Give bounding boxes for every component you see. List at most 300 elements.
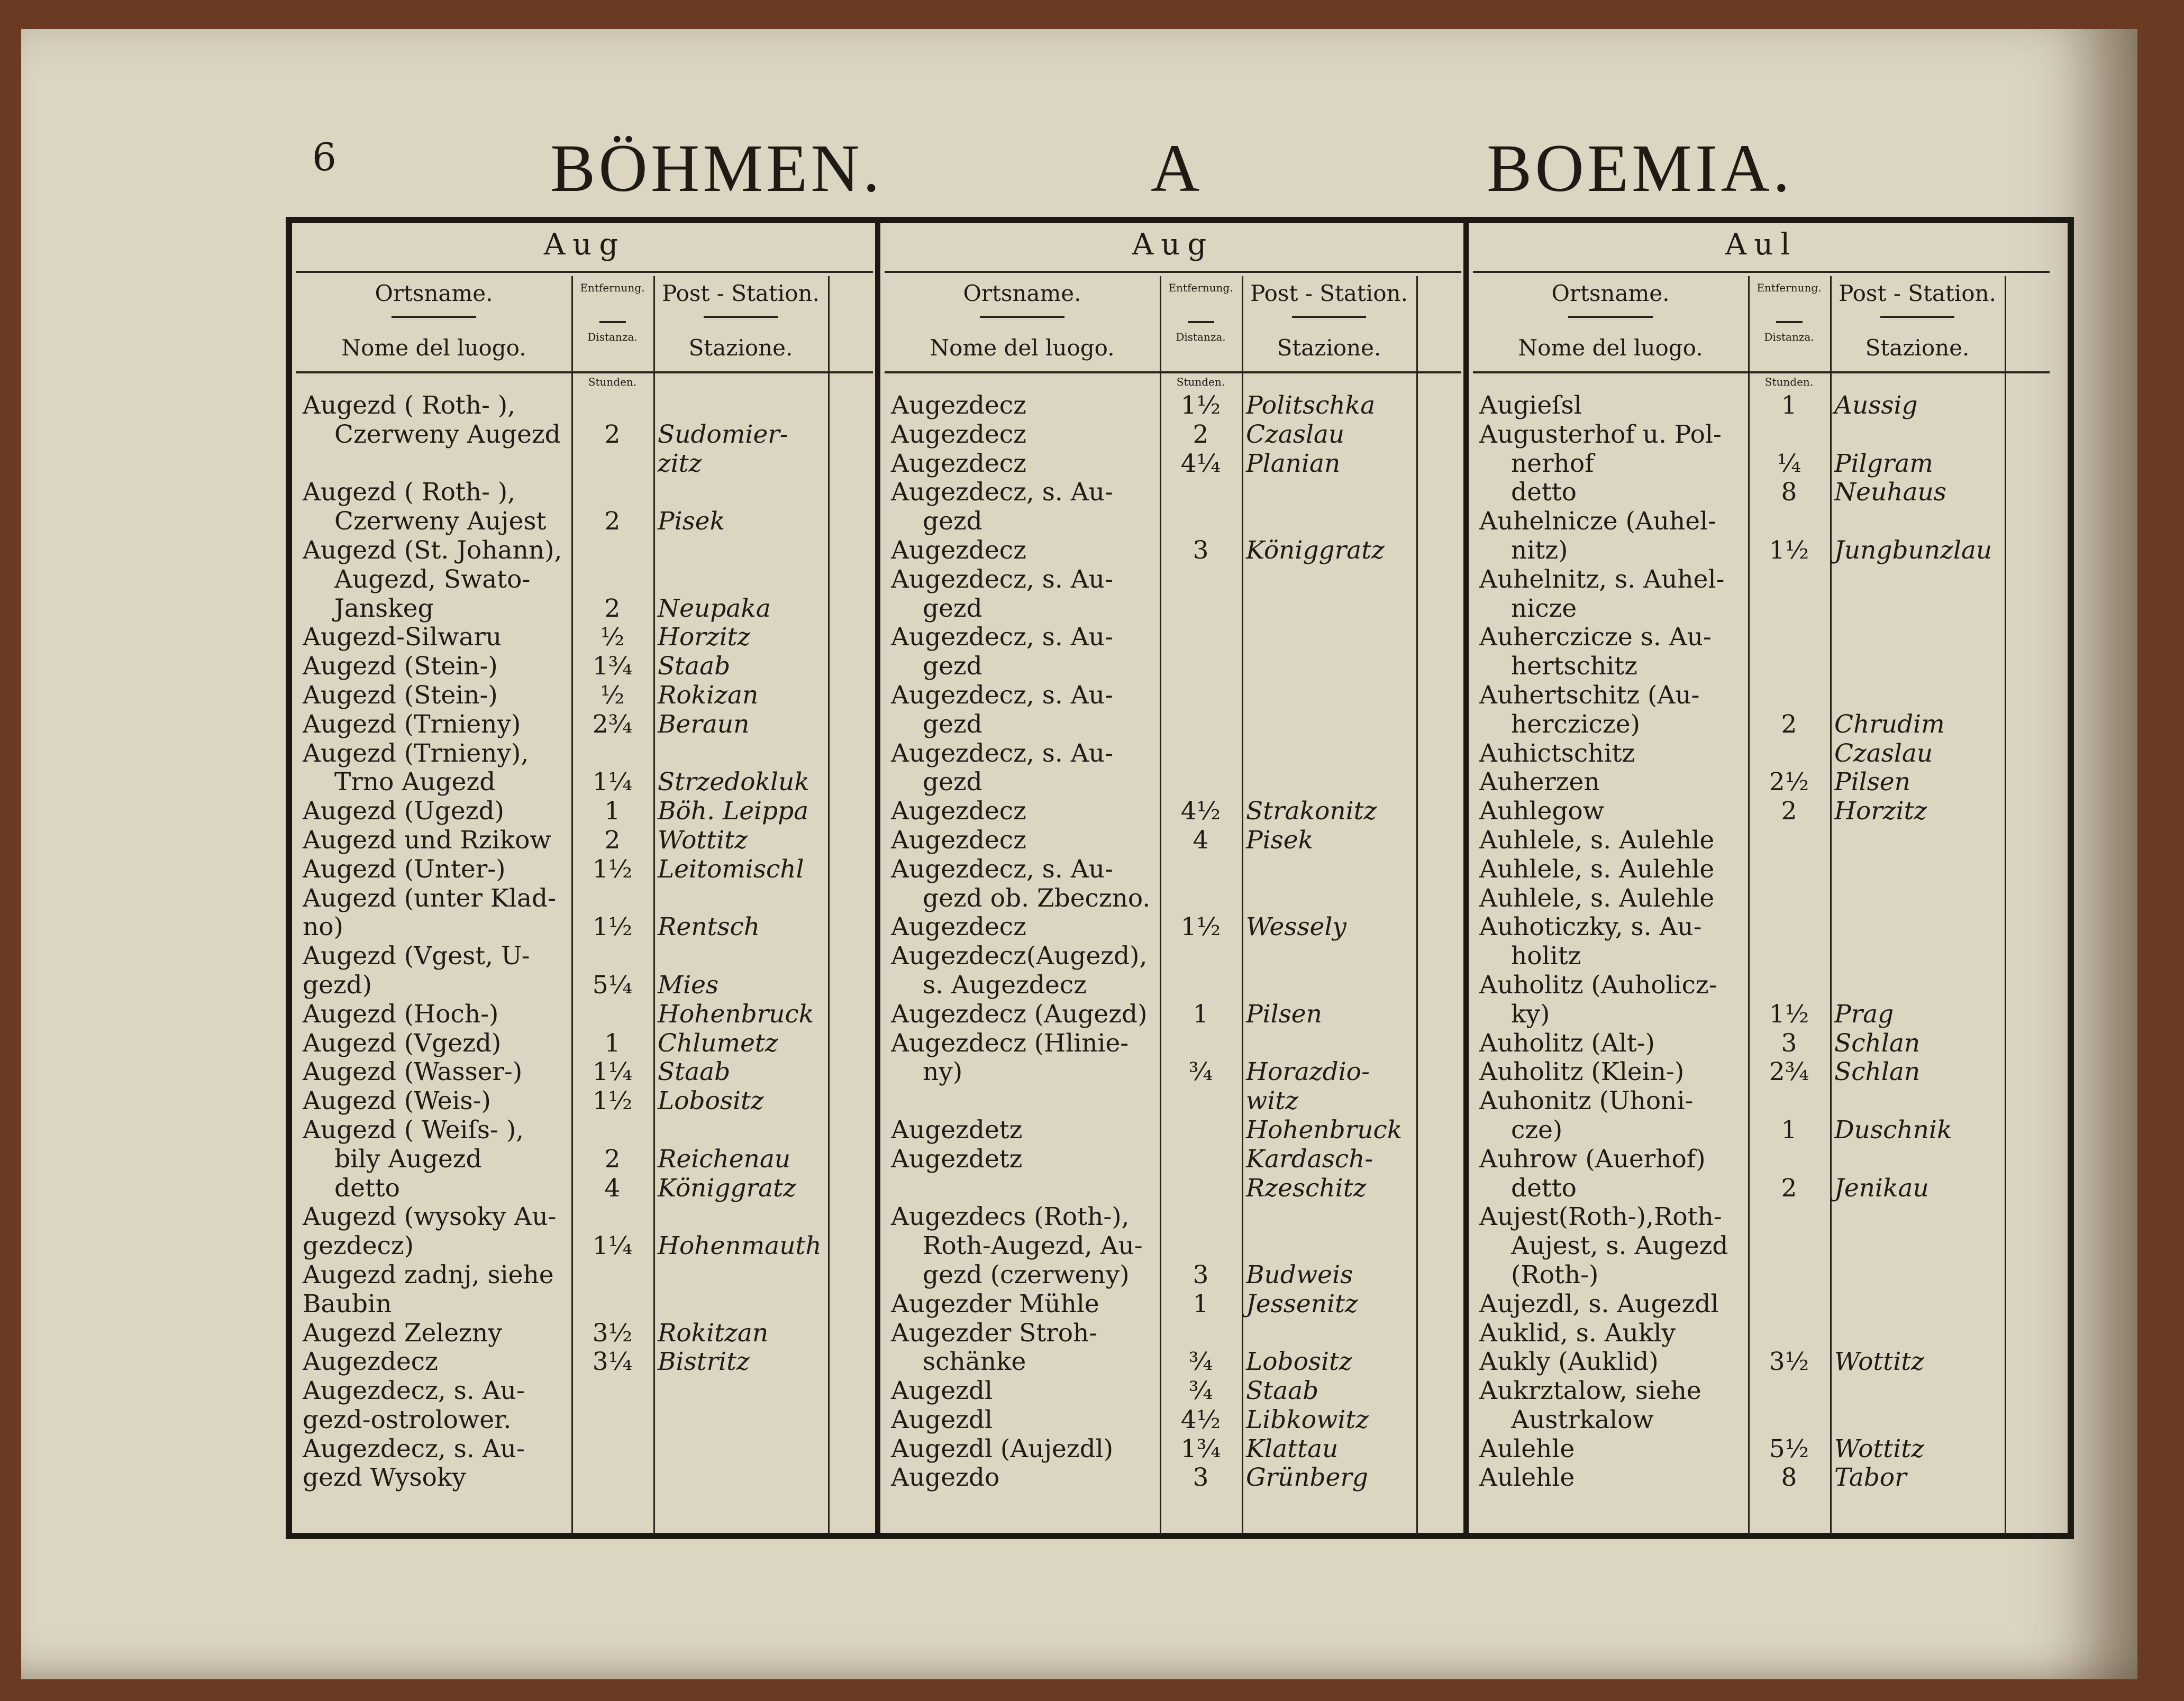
distance: 1¾ (1180, 1434, 1221, 1464)
table-row (1473, 1029, 2050, 1058)
place-name: Aukly (Auklid) (1479, 1347, 1659, 1377)
post-station: Chlumetz (658, 1028, 778, 1058)
place-name: Auhictschitz (1479, 738, 1635, 768)
header-top-rule (885, 271, 1461, 273)
table-row (1473, 478, 2050, 507)
table-row (1473, 507, 2050, 536)
place-name: Augezdl (891, 1376, 993, 1406)
table-row (885, 1290, 1461, 1319)
table-row (885, 971, 1461, 1000)
distance: 1½ (1769, 535, 1809, 565)
table-row (296, 507, 873, 536)
header-dist-de: Entfernung. (1168, 281, 1233, 294)
distance: 1 (1193, 1289, 1209, 1319)
place-name: Auhoticzky, s. Au- (1479, 912, 1702, 942)
table-row (296, 1000, 873, 1029)
distance: 1 (1193, 999, 1209, 1029)
table-row (1473, 1290, 2050, 1319)
post-station: Lobositz (1246, 1347, 1352, 1377)
post-station: Königgratz (658, 1173, 796, 1203)
place-name: Augezdecz, s. Au- (303, 1376, 525, 1406)
table-column (1473, 223, 2050, 1533)
table-row (296, 1435, 873, 1464)
table-row (885, 507, 1461, 536)
header-name-de: Ortsname. (1551, 280, 1670, 306)
post-station: Jenikau (1834, 1173, 1929, 1203)
table-row (885, 450, 1461, 479)
table-row (885, 768, 1461, 797)
table-row (296, 623, 873, 652)
table-row (1473, 971, 2050, 1000)
post-station: Pilsen (1834, 767, 1910, 797)
table-row (885, 942, 1461, 971)
post-station: Wessely (1246, 912, 1346, 942)
distance: 3 (1193, 1260, 1209, 1290)
table-row (296, 855, 873, 884)
place-name: Augezd (Vgezd) (303, 1028, 502, 1058)
distance: ½ (600, 680, 625, 710)
table-row (296, 826, 873, 855)
table-row (885, 913, 1461, 942)
post-station: Staab (1246, 1376, 1319, 1406)
distance: 4¼ (1180, 449, 1221, 478)
table-row (885, 1145, 1461, 1174)
header-divider-rule (1292, 316, 1366, 318)
distance: 1 (604, 1028, 621, 1058)
place-name: Augezdecz (891, 912, 1026, 942)
distance: 2 (1781, 709, 1797, 739)
place-name: Augezd (Trnieny) (303, 709, 521, 739)
table-row (296, 1058, 873, 1087)
distance: 2 (604, 593, 621, 623)
table-row (296, 1174, 873, 1203)
place-name: Augezdetz (891, 1115, 1023, 1145)
table-row (296, 768, 873, 797)
place-name: Auhertschitz (Au- (1479, 680, 1700, 710)
table-row (296, 710, 873, 739)
place-name: nerhof (1511, 449, 1594, 478)
place-name: Auherczicze s. Au- (1479, 623, 1712, 652)
place-name: Auklid, s. Aukly (1479, 1318, 1676, 1348)
place-name: Augezd (Unter-) (303, 854, 506, 884)
place-name: Aukrztalow, siehe (1479, 1376, 1701, 1406)
place-name: Auhelnitz, s. Auhel- (1479, 564, 1725, 594)
distance: 1½ (1180, 391, 1221, 420)
place-name: gezd (czerweny) (923, 1260, 1130, 1290)
header-name-de: Ortsname. (375, 280, 493, 306)
distance: 8 (1781, 1463, 1797, 1493)
distance: 3 (1193, 1463, 1209, 1493)
table-row (1473, 942, 2050, 971)
place-name: ny) (923, 1057, 963, 1087)
place-name: Augieſsl (1479, 391, 1582, 420)
place-name: (Roth-) (1511, 1260, 1599, 1290)
table-row (296, 884, 873, 913)
header-name-it: Nome del luogo. (930, 335, 1115, 361)
post-station: Lobositz (658, 1086, 764, 1116)
post-station: Sudomier- (658, 419, 788, 449)
place-name: Augezdetz (891, 1144, 1023, 1174)
place-name: Augezd ( Roth- ), (303, 391, 516, 420)
distance: 4 (1193, 825, 1209, 855)
place-name: Augezd (Stein-) (303, 652, 498, 681)
table-row (885, 826, 1461, 855)
table-row (296, 1406, 873, 1435)
table-row (885, 1087, 1461, 1116)
place-name: Auhrow (Auerhof) (1479, 1144, 1706, 1174)
distance: 5¼ (592, 970, 633, 1000)
table-row (296, 450, 873, 479)
place-name: Augezd (Ugezd) (303, 797, 504, 826)
place-name: Augezd, Swato- (334, 564, 531, 594)
place-name: Auhelnicze (Auhel- (1479, 507, 1717, 536)
distance: 1 (1781, 1115, 1797, 1145)
place-name: gezd (923, 709, 982, 739)
distance: 3¼ (592, 1347, 633, 1377)
distance: 2 (604, 507, 621, 536)
table-row (885, 391, 1461, 420)
distance: ¾ (1188, 1376, 1213, 1406)
distance: 2 (1781, 1173, 1797, 1203)
distance: 1¾ (592, 652, 633, 681)
entry-list (296, 391, 873, 1493)
table-row (1473, 1406, 2050, 1435)
table-row (1473, 855, 2050, 884)
place-name: Auhlegow (1479, 797, 1604, 826)
distance: 4 (604, 1173, 621, 1203)
header-post-it: Stazione. (1277, 335, 1381, 361)
place-name: Augezd (wysoky Au- (303, 1202, 557, 1232)
title-german: BÖHMEN. (550, 131, 883, 206)
place-name: Augezdecz (891, 391, 1026, 420)
place-name: Augezder Stroh- (891, 1318, 1098, 1348)
table-row (1473, 826, 2050, 855)
place-name: Augezdecz (303, 1347, 438, 1377)
post-station: Rentsch (658, 912, 760, 942)
distance: 4½ (1180, 1405, 1221, 1434)
post-station: Planian (1246, 449, 1341, 478)
table-row (296, 1203, 873, 1232)
place-name: schänke (923, 1347, 1026, 1377)
header-divider-rule (1568, 316, 1653, 318)
header-name-it: Nome del luogo. (341, 335, 526, 361)
post-station: Rokitzan (658, 1318, 769, 1348)
post-station: Rokizan (658, 680, 759, 710)
distance: ½ (600, 623, 625, 652)
table-row (885, 797, 1461, 826)
table-row (1473, 1261, 2050, 1290)
post-station: Pisek (1246, 825, 1314, 855)
title-italian: BOEMIA. (1487, 131, 1793, 206)
place-name: ky) (1511, 999, 1550, 1029)
table-row (296, 913, 873, 942)
table-row (296, 1290, 873, 1319)
distance: 3 (1193, 535, 1209, 565)
table-row (885, 1029, 1461, 1058)
place-name: Auholitz (Klein-) (1479, 1057, 1685, 1087)
post-station: Libkowitz (1246, 1405, 1369, 1434)
post-station: Prag (1834, 999, 1894, 1029)
distance: 2 (604, 419, 621, 449)
place-name: Auhlele, s. Aulehle (1479, 854, 1715, 884)
distance: 3½ (1769, 1347, 1809, 1377)
header-divider-rule (1776, 321, 1803, 323)
post-station: Schlan (1834, 1057, 1921, 1087)
place-name: Augezd Zelezny (303, 1318, 502, 1348)
distance: 2 (604, 1144, 621, 1174)
header-post-it: Stazione. (688, 335, 793, 361)
place-name: Augezd (Hoch-) (303, 999, 499, 1029)
header-dist-it: Distanza. (1176, 331, 1226, 343)
post-station: Kardasch- (1246, 1144, 1373, 1174)
post-station: Czaslau (1246, 419, 1345, 449)
column-letters: Aug (543, 227, 626, 262)
table-row (1473, 1435, 2050, 1464)
header-divider-rule (392, 316, 476, 318)
place-name: herczicze) (1511, 709, 1640, 739)
place-name: Augezd (St. Johann), (303, 535, 562, 565)
place-name: Augezdo (891, 1463, 1000, 1493)
place-name: gezd (923, 507, 982, 536)
table-row (1473, 623, 2050, 652)
place-name: Augezd ( Roth- ), (303, 478, 516, 507)
place-name: gezd) (303, 970, 372, 1000)
header-divider-rule (704, 316, 778, 318)
place-name: holitz (1511, 941, 1581, 971)
table-row (1473, 1058, 2050, 1087)
place-name: Czerweny Augezd (334, 419, 561, 449)
place-name: Augezd (Weis-) (303, 1086, 491, 1116)
post-station: witz (1246, 1086, 1298, 1116)
place-name: detto (1511, 478, 1577, 507)
table-row (1473, 391, 2050, 420)
post-station: Grünberg (1246, 1463, 1369, 1493)
table-row (1473, 1464, 2050, 1493)
post-station: Pisek (658, 507, 725, 536)
distance: 3½ (592, 1318, 633, 1348)
place-name: Auholitz (Alt-) (1479, 1028, 1655, 1058)
post-station: Strakonitz (1246, 797, 1377, 826)
column-divider (875, 223, 880, 1533)
post-station: Budweis (1246, 1260, 1353, 1290)
header-divider-rule (599, 321, 626, 323)
table-row (1473, 884, 2050, 913)
place-name: no) (303, 912, 343, 942)
distance: 1¼ (592, 1057, 633, 1087)
table-row (1473, 565, 2050, 595)
distance: 1½ (1180, 912, 1221, 942)
place-name: Augusterhof u. Pol- (1479, 419, 1722, 449)
header-top-rule (1473, 271, 2050, 273)
header-dist-de: Entfernung. (1757, 281, 1822, 294)
table-row (885, 884, 1461, 913)
place-name: Augezdecs (Roth-), (891, 1202, 1130, 1232)
table-row (1473, 913, 2050, 942)
place-name: nicze (1511, 593, 1577, 623)
place-name: Aulehle (1479, 1463, 1575, 1493)
place-name: gezd (923, 767, 982, 797)
table-row (1473, 595, 2050, 624)
table-column (885, 223, 1461, 1533)
place-name: Augezdl (891, 1405, 993, 1434)
table-row (1473, 420, 2050, 450)
post-station: Horzitz (658, 623, 751, 652)
place-name: Augezd (Wasser-) (303, 1057, 523, 1087)
table-row (1473, 1000, 2050, 1029)
header-dist-it: Distanza. (587, 331, 638, 343)
table-row (885, 652, 1461, 681)
place-name: Auholitz (Auholicz- (1479, 970, 1717, 1000)
table-row (296, 681, 873, 710)
table-row (296, 1261, 873, 1290)
table-row (1473, 652, 2050, 681)
place-name: Augezdecz (891, 449, 1026, 478)
header-top-rule (296, 271, 873, 273)
post-station: Jessenitz (1246, 1289, 1358, 1319)
table-row (296, 565, 873, 595)
place-name: Augezdecz, s. Au- (891, 623, 1113, 652)
table-row (885, 1203, 1461, 1232)
post-station: Czaslau (1834, 738, 1933, 768)
place-name: Augezdl (Aujezdl) (891, 1434, 1114, 1464)
post-station: Politschka (1246, 391, 1376, 420)
entry-list (885, 391, 1461, 1493)
table-row (885, 420, 1461, 450)
distance: 2¾ (592, 709, 633, 739)
post-station: Strzedokluk (658, 767, 809, 797)
post-station: Pilgram (1834, 449, 1933, 478)
post-station: Wottitz (658, 825, 748, 855)
table-row (1473, 1377, 2050, 1406)
distance: 2 (1781, 797, 1797, 826)
header-bottom-rule (885, 371, 1461, 373)
table-row (885, 1261, 1461, 1290)
place-name: Augezd ( Weiſs- ), (303, 1115, 524, 1145)
table-row (885, 1116, 1461, 1145)
distance: 2½ (1769, 767, 1809, 797)
place-name: Augezdecz (Hlinie- (891, 1028, 1129, 1058)
table-row (885, 1406, 1461, 1435)
place-name: Augezd (Vgest, U- (303, 941, 530, 971)
table-row (1473, 739, 2050, 769)
table-row (296, 1232, 873, 1261)
place-name: Augezdecz (891, 825, 1026, 855)
place-name: bily Augezd (334, 1144, 482, 1174)
header-dist-de: Entfernung. (580, 281, 645, 294)
post-station: Jungbunzlau (1834, 535, 1992, 565)
place-name: Auhlele, s. Aulehle (1479, 883, 1715, 913)
page-number: 6 (312, 135, 336, 179)
post-station: Hohenmauth (658, 1231, 822, 1261)
table-row (885, 1348, 1461, 1377)
post-station: Klattau (1246, 1434, 1339, 1464)
place-name: Augezdecz (891, 797, 1026, 826)
header-units: Stunden. (588, 376, 637, 388)
header-bottom-rule (296, 371, 873, 373)
gazetteer-table (286, 217, 2074, 1539)
book-page (21, 29, 2137, 1679)
table-row (1473, 1145, 2050, 1174)
table-row (296, 1319, 873, 1348)
place-name: Aujest, s. Augezd (1511, 1231, 1728, 1261)
distance: 1¼ (592, 767, 633, 797)
table-row (1473, 797, 2050, 826)
place-name: Augezdecz (Augezd) (891, 999, 1148, 1029)
post-station: zitz (658, 449, 702, 478)
distance: 1½ (1769, 999, 1809, 1029)
table-row (296, 391, 873, 420)
header-name-de: Ortsname. (963, 280, 1081, 306)
distance: 2¾ (1769, 1057, 1809, 1087)
table-row (1473, 710, 2050, 739)
table-row (296, 652, 873, 681)
post-station: Aussig (1834, 391, 1918, 420)
table-row (296, 1145, 873, 1174)
place-name: Aulehle (1479, 1434, 1575, 1464)
table-row (1473, 450, 2050, 479)
table-row (1473, 1087, 2050, 1116)
distance: 1½ (592, 912, 633, 942)
header-post-de: Post - Station. (662, 280, 820, 306)
table-row (1473, 1174, 2050, 1203)
distance: 1 (604, 797, 621, 826)
place-name: Augezdecz (891, 419, 1026, 449)
distance: 1 (1781, 391, 1797, 420)
table-row (296, 797, 873, 826)
table-row (885, 478, 1461, 507)
post-station: Horzitz (1834, 797, 1927, 826)
post-station: Horazdio- (1246, 1057, 1370, 1087)
table-row (885, 536, 1461, 565)
table-row (885, 595, 1461, 624)
table-row (885, 681, 1461, 710)
place-name: gezdecz) (303, 1231, 414, 1261)
distance: 4½ (1180, 797, 1221, 826)
table-row (1473, 1232, 2050, 1261)
place-name: detto (1511, 1173, 1577, 1203)
place-name: gezd (923, 652, 982, 681)
place-name: Auhonitz (Uhoni- (1479, 1086, 1694, 1116)
place-name: Augezd und Rzikow (303, 825, 551, 855)
table-row (296, 1087, 873, 1116)
place-name: Augezdecz, s. Au- (891, 478, 1113, 507)
distance: 1¼ (592, 1231, 633, 1261)
post-station: Hohenbruck (658, 999, 814, 1029)
place-name: s. Augezdecz (923, 970, 1087, 1000)
distance: 1½ (592, 1086, 633, 1116)
place-name: Baubin (303, 1289, 392, 1319)
table-row (1473, 681, 2050, 710)
post-station: Neuhaus (1834, 478, 1946, 507)
table-row (1473, 768, 2050, 797)
post-station: Königgratz (1246, 535, 1385, 565)
header-post-de: Post - Station. (1839, 280, 1996, 306)
place-name: Augezd (Stein-) (303, 680, 498, 710)
table-row (296, 1116, 873, 1145)
column-letters: Aul (1725, 227, 1798, 262)
table-row (885, 1058, 1461, 1087)
table-row (1473, 1203, 2050, 1232)
place-name: Aujezdl, s. Augezdl (1479, 1289, 1719, 1319)
table-row (296, 595, 873, 624)
place-name: Auhlele, s. Aulehle (1479, 825, 1715, 855)
table-row (296, 1377, 873, 1406)
place-name: Augezd zadnj, siehe (303, 1260, 554, 1290)
table-row (296, 1348, 873, 1377)
distance: 2 (604, 825, 621, 855)
place-name: Augezdecz, s. Au- (303, 1434, 525, 1464)
entry-list (1473, 391, 2050, 1493)
